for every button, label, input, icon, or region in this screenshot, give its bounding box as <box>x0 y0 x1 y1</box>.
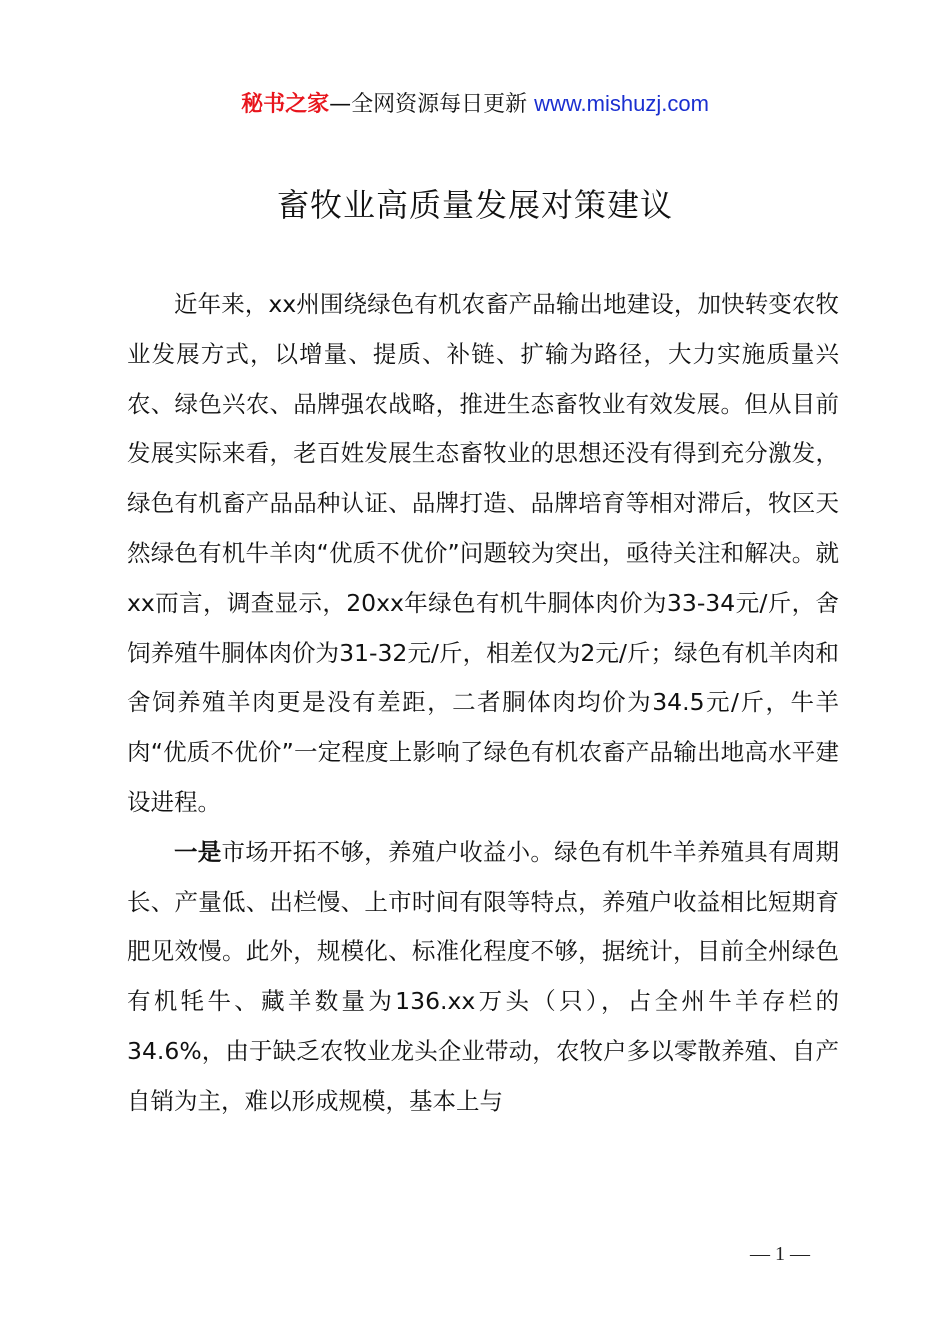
document-body <box>127 280 839 1127</box>
paragraph-intro <box>127 280 839 828</box>
brand-name: 秘书之家 <box>241 92 330 117</box>
paragraph-intro-text: 近年来，xx州围绕绿色有机农畜产品输出地建设，加快转变农牧业发展方式，以增量、提质、补链、扩输为路径，大力实施质量兴农、绿色兴农、品牌强农战略，推进生态畜牧业有效发展。但从目前发展实际来看，老百姓发展生态畜牧业的思想还没有得到充分激发，绿色有机畜产品品种认证、品牌打造、品牌培育等相对滞后，牧区天然绿色有机牛羊肉“优质不优价”问题较为突出，亟待关注和解决。就xx而言，调查显示，20xx年绿色有机牛胴体肉价为33-34元/斤，舍饲养殖牛胴体肉价为31-32元/斤，相差仅为2元/斤；绿色有机羊肉和舍饲养殖羊肉更是没有差距，二者胴体肉均价为34.5元/斤，牛羊肉“优质不优价”一定程度上影响了绿色有机农畜产品输出地高水平建设进程。 <box>127 290 839 816</box>
header-tagline: —全网资源每日更新 <box>329 92 535 117</box>
site-url-link[interactable]: www.mishuzj.com <box>534 91 709 116</box>
document-title: 畜牧业高质量发展对策建议 <box>276 186 673 224</box>
page-number: — 1 — <box>750 1243 810 1265</box>
paragraph-lead-marker: 一是 <box>174 837 222 866</box>
paragraph-point-one <box>127 828 839 1127</box>
paragraph-point-one-text: 市场开拓不够，养殖户收益小。绿色有机牛羊养殖具有周期长、产量低、出栏慢、上市时间有限等特点，养殖户收益相比短期育肥见效慢。此外，规模化、标准化程度不够，据统计，目前全州绿色有机牦牛、藏羊数量为136.xx万头（只），占全州牛羊存栏的34.6%，由于缺乏农牧业龙头企业带动，农牧户多以零散养殖、自产自销为主，难以形成规模，基本上与 <box>127 837 840 1115</box>
site-header <box>0 86 950 123</box>
